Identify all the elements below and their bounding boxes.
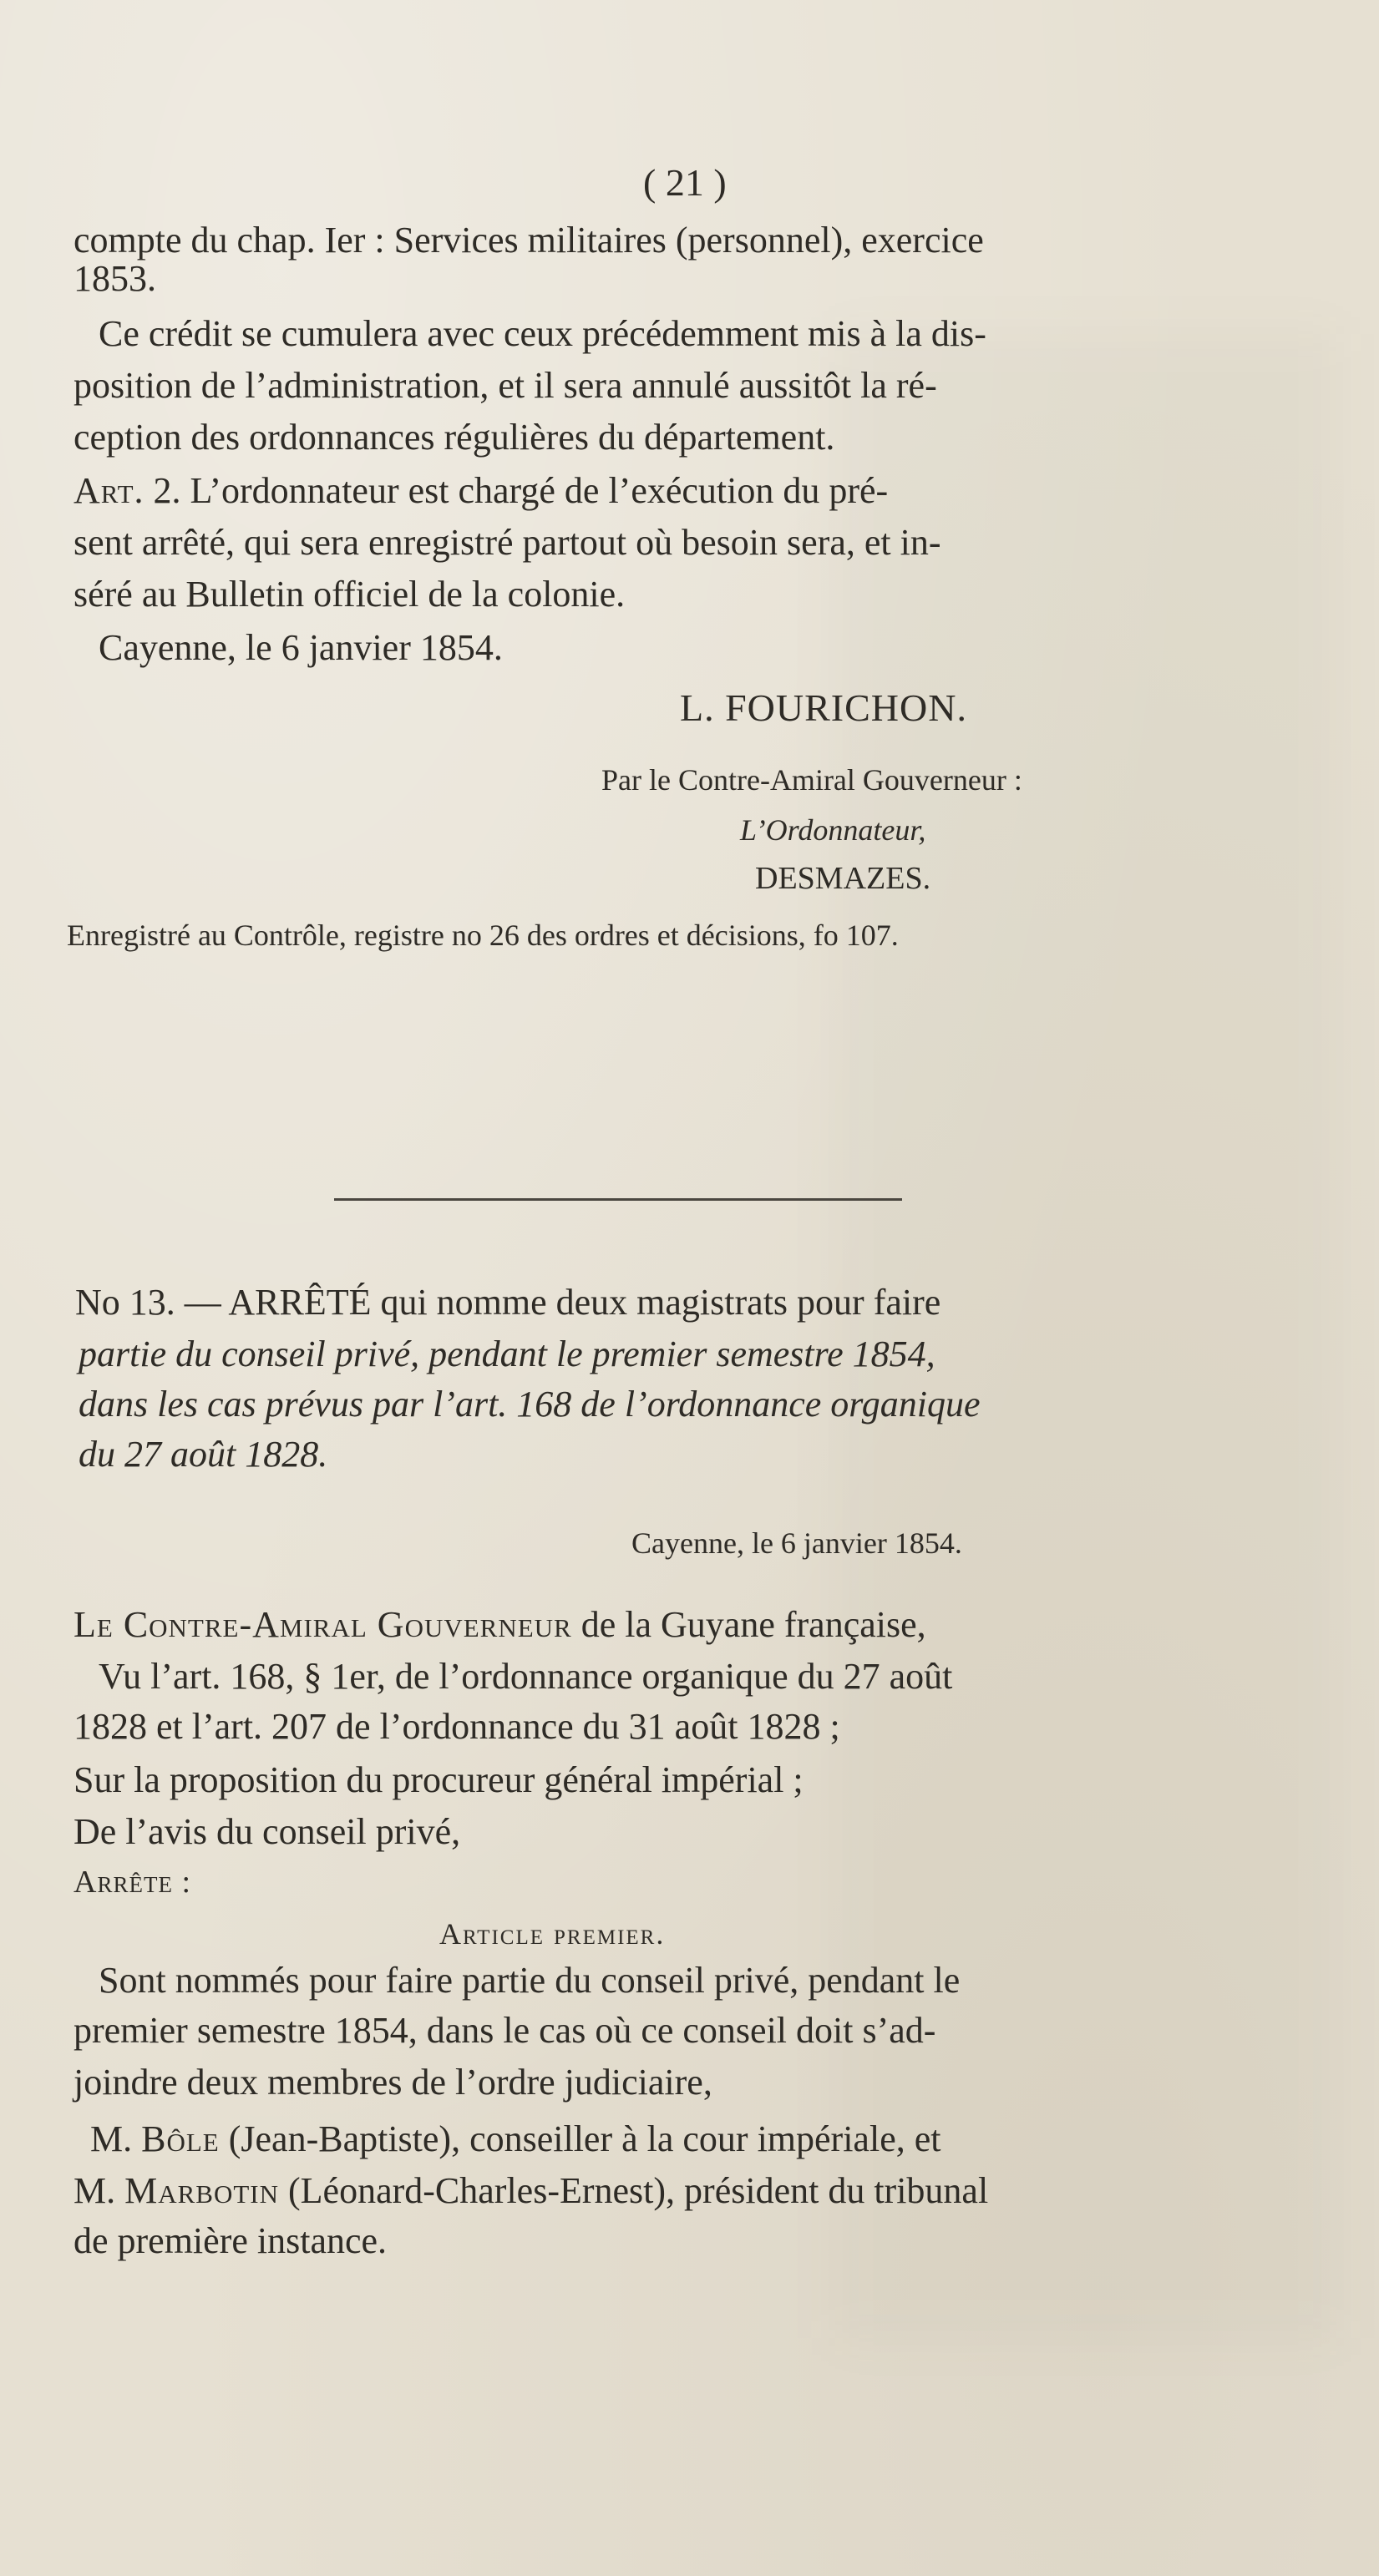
text-line-5: ception des ordonnances régulières du département. [74,417,835,458]
text-line-3: Ce crédit se cumulera avec ceux précédemment mis à la dis- [99,313,986,354]
decree-title-line-2: partie du conseil privé, pendant le premier semestre 1854, [79,1334,935,1374]
decree-title-line-4: du 27 août 1828. [79,1434,328,1475]
vu-line-2: 1828 et l’art. 207 de l’ordonnance du 31 août 1828 ; [74,1706,840,1747]
member-marbotin-line: M. Marbotin (Léonard-Charles-Ernest), président du tribunal [74,2170,989,2211]
arrete-label: Arrête : [74,1865,191,1900]
article-premier-heading: Article premier. [439,1917,666,1951]
article-text-2: premier semestre 1854, dans le cas où ce conseil doit s’ad- [74,2010,936,2051]
signature-desmazes: DESMAZES. [755,861,931,896]
governor-rest: de la Guyane française, [571,1604,926,1645]
ordonnateur-label: L’Ordonnateur, [740,813,926,847]
text-line-2: 1853. [74,258,156,299]
name-bole: Bôle [141,2118,220,2159]
name-marbotin: Marbotin [124,2170,280,2211]
place-date-line: Cayenne, le 6 janvier 1854. [99,627,503,668]
article-text-3: joindre deux membres de l’ordre judiciaire, [74,2062,712,2103]
article-text-6: de première instance. [74,2220,388,2261]
par-le-gouverneur: Par le Contre-Amiral Gouverneur : [601,763,1022,797]
article-2-line [74,469,888,513]
proposition-line: Sur la proposition du procureur général impérial ; [74,1759,804,1800]
registration-note: Enregistré au Contrôle, registre no 26 des ordres et décisions, fo 107. [67,919,899,952]
governor-line [74,1603,926,1647]
governor-title: Le Contre-Amiral Gouverneur [74,1604,572,1645]
section-divider [334,1198,902,1201]
text-line-7: sent arrêté, qui sera enregistré partout où besoin sera, et in- [74,522,941,563]
member-bole-line: M. Bôle (Jean-Baptiste), conseiller à la cour impériale, et [90,2118,941,2159]
signature-fourichon: L. FOURICHON. [680,686,967,729]
avis-line: De l’avis du conseil privé, [74,1811,461,1852]
text-line-4: position de l’administration, et il sera annulé aussitôt la ré- [74,365,937,406]
page-number: ( 21 ) [643,161,727,204]
article-text-1: Sont nommés pour faire partie du conseil privé, pendant le [99,1960,961,2001]
text-line-8: séré au Bulletin officiel de la colonie. [74,574,626,615]
text-line-1: compte du chap. Ier : Services militaires (personnel), exercice [74,220,984,261]
vu-line: Vu l’art. 168, § 1er, de l’ordonnance organique du 27 août [99,1656,953,1697]
decree-title-line-1: No 13. — ARRÊTÉ qui nomme deux magistrats pour faire [75,1282,941,1323]
decree-title-line-3: dans les cas prévus par l’art. 168 de l’ordonnance organique [79,1384,981,1425]
article-2-text: 2. L’ordonnateur est chargé de l’exécution du pré- [144,470,889,511]
article-label: Art. [74,470,144,511]
decree-date: Cayenne, le 6 janvier 1854. [631,1526,962,1560]
